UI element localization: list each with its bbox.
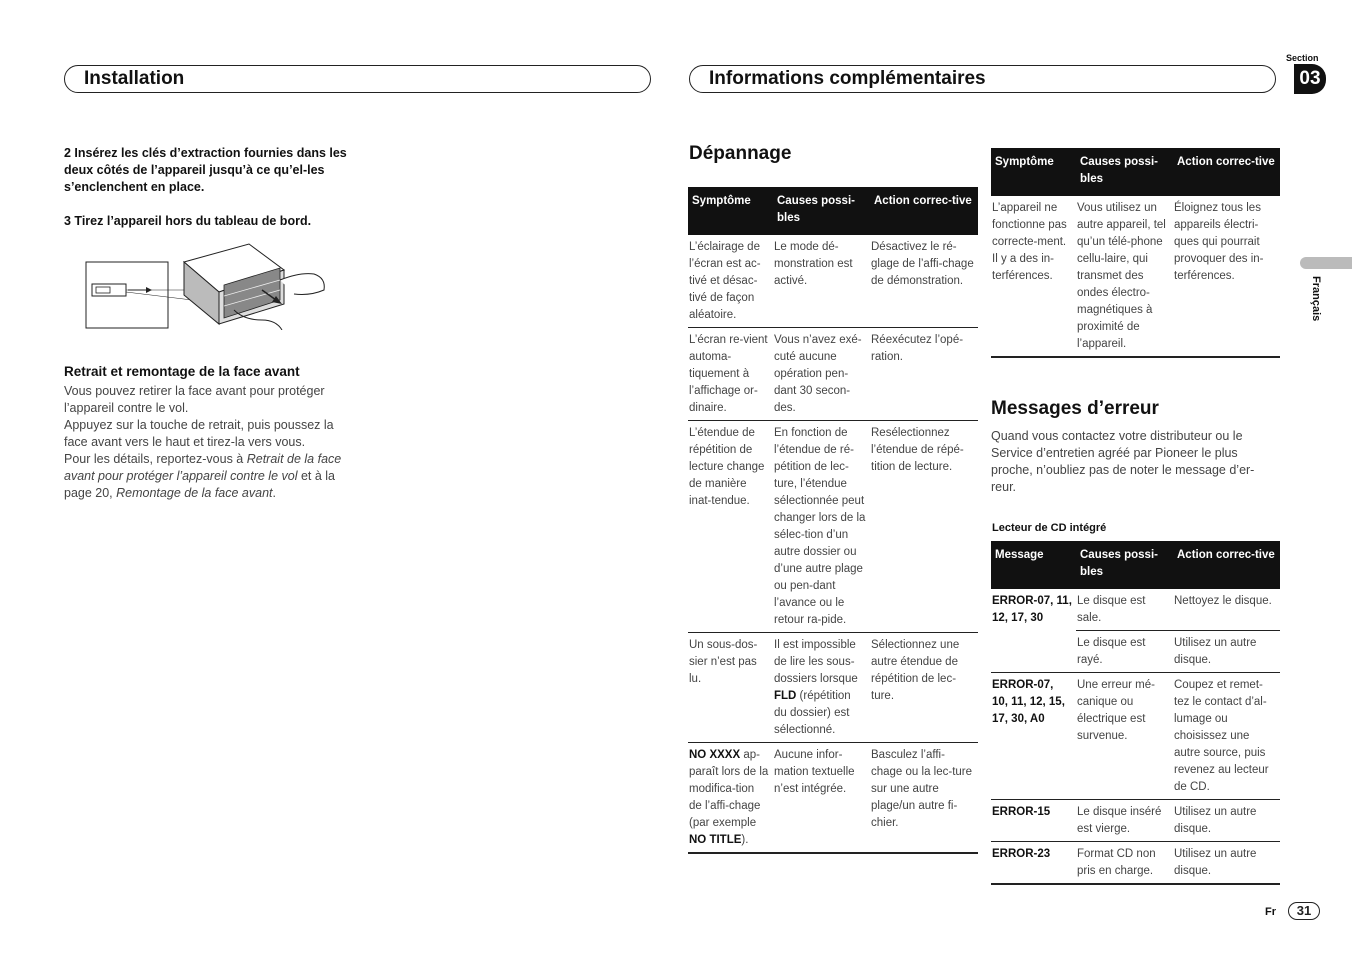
table-cell: Le mode dé-monstration est activé. (773, 235, 870, 328)
page-number: 31 (1288, 902, 1320, 920)
table-cell: Nettoyez le disque. (1173, 589, 1280, 631)
table-cell: Éloignez tous les appareils électri-ques qui pourrait provoquer des in-terférences. (1173, 196, 1280, 357)
table-row (688, 633, 978, 743)
table-cell: L’éclairage de l’écran est ac-tivé et désac-tivé de façon aléatoire. (688, 235, 773, 328)
left-section-title: Installation (84, 68, 185, 89)
para3-text-a: Pour les détails, reportez-vous à (64, 452, 247, 466)
para3-text-e: . (272, 486, 276, 500)
cell-text: ). (741, 834, 749, 846)
cell-text: (répétition du dossier) est sélectionné. (774, 690, 851, 736)
table-row (688, 421, 978, 633)
table-cell: Basculez l’affi-chage ou la lec-ture sur une autre plage/un autre fi-chier. (870, 743, 978, 854)
troubleshooting-table (688, 187, 978, 854)
cell-text: Il est impossible de lire les sous-dossiers lorsque (774, 639, 858, 685)
table-cell: Sélectionnez une autre étendue de répétition de lec-ture. (870, 633, 978, 743)
header-action: Action correc-tive (1173, 148, 1280, 196)
header-causes: Causes possi-bles (1076, 148, 1173, 196)
error-messages-intro: Quand vous contactez votre distributeur ou le Service d’entretien agréé par Pioneer le plus proche, n’oubliez pas de noter le message d’er-reur. (991, 429, 1255, 494)
table-cell (688, 743, 773, 854)
para3-ref-remount: Remontage de la face avant (116, 486, 273, 500)
table-row (991, 673, 1280, 800)
face-removal-para-3 (64, 451, 354, 502)
error-messages-table (991, 541, 1280, 885)
face-removal-subheading: Retrait et remontage de la face avant (64, 364, 300, 379)
table-cell: Vous n’avez exé-cuté aucune opération pen-dant 30 secon-des. (773, 328, 870, 421)
troubleshooting-title: Dépannage (689, 143, 792, 164)
header-symptom: Symptôme (688, 187, 773, 235)
cell-bold-text: NO XXXX (689, 749, 741, 761)
section-number-badge: 03 (1294, 64, 1326, 94)
header-symptom: Symptôme (991, 148, 1076, 196)
error-messages-title: Messages d’erreur (991, 398, 1159, 419)
table-cell: Une erreur mé-canique ou électrique est survenue. (1076, 673, 1173, 800)
right-section-header (689, 65, 1276, 93)
error-code-cell: ERROR-23 (991, 842, 1076, 885)
header-action: Action correc-tive (1173, 541, 1280, 589)
para3-ref-removal: Retrait de la face avant pour protéger l’appareil contre le vol (64, 452, 342, 483)
table-row (688, 743, 978, 854)
table-row (991, 842, 1280, 885)
table-cell: Désactivez le ré-glage de l’affi-chage de démonstration. (870, 235, 978, 328)
right-section-title: Informations complémentaires (709, 68, 986, 89)
table-cell: En fonction de l’étendue de ré-pétition de lec-ture, l’étendue sélectionnée peut changer lors de la sélec-tion d’un autre dossier ou d’une autre plage ou pen-dant l’avance ou le retour ra-pide. (773, 421, 870, 633)
header-causes: Causes possi-bles (1076, 541, 1173, 589)
table-cell: Utilisez un autre disque. (1173, 800, 1280, 842)
table-cell: Utilisez un autre disque. (1173, 631, 1280, 673)
language-tab (1300, 257, 1352, 269)
table-cell: Coupez et remet-tez le contact d’al-lumage ou choisissez une autre source, puis revenez au lecteur de CD. (1173, 673, 1280, 800)
table-cell: Utilisez un autre disque. (1173, 842, 1280, 885)
header-message: Message (991, 541, 1076, 589)
table-row (991, 800, 1280, 842)
error-code-cell: ERROR-15 (991, 800, 1076, 842)
extraction-illustration (84, 240, 334, 330)
cell-text: ap-paraît lors de la modifica-tion de l’affi-chage (par exemple (689, 749, 769, 829)
error-code-cell: ERROR-07, 10, 11, 12, 15, 17, 30, A0 (991, 673, 1076, 800)
cell-bold-text: NO TITLE (689, 834, 742, 846)
header-causes: Causes possi-bles (773, 187, 870, 235)
section-label: Section (1286, 53, 1319, 63)
header-action: Action correc-tive (870, 187, 978, 235)
table-cell: Un sous-dos-sier n’est pas lu. (688, 633, 773, 743)
table-header-row (991, 541, 1280, 589)
table-cell: L’étendue de répétition de lecture change de manière inat-tendue. (688, 421, 773, 633)
table-cell: Le disque est sale. (1076, 589, 1173, 631)
cd-player-subheading: Lecteur de CD intégré (992, 522, 1107, 534)
table-cell: Resélectionnez l’étendue de répé-tition de lecture. (870, 421, 978, 633)
step-3-instruction: 3 Tirez l’appareil hors du tableau de bord. (64, 214, 312, 228)
table-cell: L’écran re-vient automa-tiquement à l’affichage or-dinaire. (688, 328, 773, 421)
para3-text-c: et à la page 20, (64, 469, 336, 500)
table-header-row (991, 148, 1280, 196)
table-header-row (688, 187, 978, 235)
table-row (688, 235, 978, 328)
table-row (991, 196, 1280, 357)
table-row (688, 328, 978, 421)
table-cell: Vous utilisez un autre appareil, tel qu’un télé-phone cellu-laire, qui transmet des ondes électro-magnétiques à proximité de l’appareil. (1076, 196, 1173, 357)
table-cell: Réexécutez l’opé-ration. (870, 328, 978, 421)
table-cell: Aucune infor-mation textuelle n’est intégrée. (773, 743, 870, 854)
left-section-header (64, 65, 651, 93)
step-2-instruction: 2 Insérez les clés d’extraction fournies dans les deux côtés de l’appareil jusqu’à ce qu’el-les s’enclenchent en place. (64, 146, 347, 194)
table-cell: Le disque est rayé. (1076, 631, 1173, 673)
face-removal-para-1: Vous pouvez retirer la face avant pour protéger l’appareil contre le vol. (64, 384, 325, 415)
error-code-cell: ERROR-07, 11, 12, 17, 30 (991, 589, 1076, 673)
troubleshooting-table-continued (991, 148, 1280, 358)
footer-language-code: Fr (1265, 906, 1276, 918)
table-cell (773, 633, 870, 743)
language-label: Français (1310, 276, 1322, 322)
table-cell: L’appareil ne fonctionne pas correcte-ment. Il y a des in-terférences. (991, 196, 1076, 357)
face-removal-para-2: Appuyez sur la touche de retrait, puis poussez la face avant vers le haut et tirez-la vers vous. (64, 418, 334, 449)
table-cell: Format CD non pris en charge. (1076, 842, 1173, 885)
cell-bold-text: FLD (774, 690, 797, 702)
table-cell: Le disque inséré est vierge. (1076, 800, 1173, 842)
table-row (991, 589, 1280, 631)
